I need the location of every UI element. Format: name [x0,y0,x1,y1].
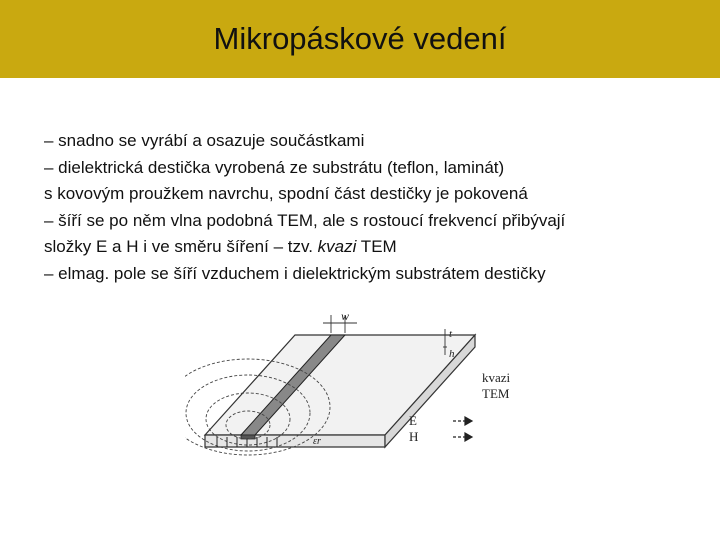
width-dimension [323,315,357,333]
label-w: w [341,309,350,323]
bullet-emphasis: kvazi [317,237,357,256]
microstrip-diagram [185,307,520,460]
direction-arrows [453,417,472,441]
bullet-text: TEM [356,237,397,256]
label-h-field: H [409,429,419,444]
label-e: E [409,413,417,428]
slide-title: Mikropáskové vedení [213,21,507,56]
bullet-line: – dielektrická destička vyrobená ze substrátu (teflon, laminát) [44,157,505,177]
label-permittivity: εr [313,436,321,447]
bullet-line: s kovovým proužkem navrchu, spodní část destičky je pokovená [44,184,528,203]
label-kvazi: kvazi [482,370,511,385]
bullet-text: složky E a H i ve směru šíření – tzv. [44,237,318,256]
bullet-list [44,128,704,287]
bullet-line: – snadno se vyrábí a osazuje součástkami [44,131,365,150]
label-t: t [449,328,453,340]
title-bar [0,0,720,78]
substrate-front [205,435,385,447]
label-h: h [449,348,455,360]
microstrip-figure [185,307,520,460]
bullet-line: – šíří se po něm vlna podobná TEM, ale s rostoucí frekvencí přibývají [44,210,566,230]
bullet-line: – elmag. pole se šíří vzduchem i dielektrickým substrátem destičky [44,263,546,283]
bullet-line [44,234,704,261]
label-tem: TEM [482,386,510,401]
metal-strip-end [241,435,255,439]
